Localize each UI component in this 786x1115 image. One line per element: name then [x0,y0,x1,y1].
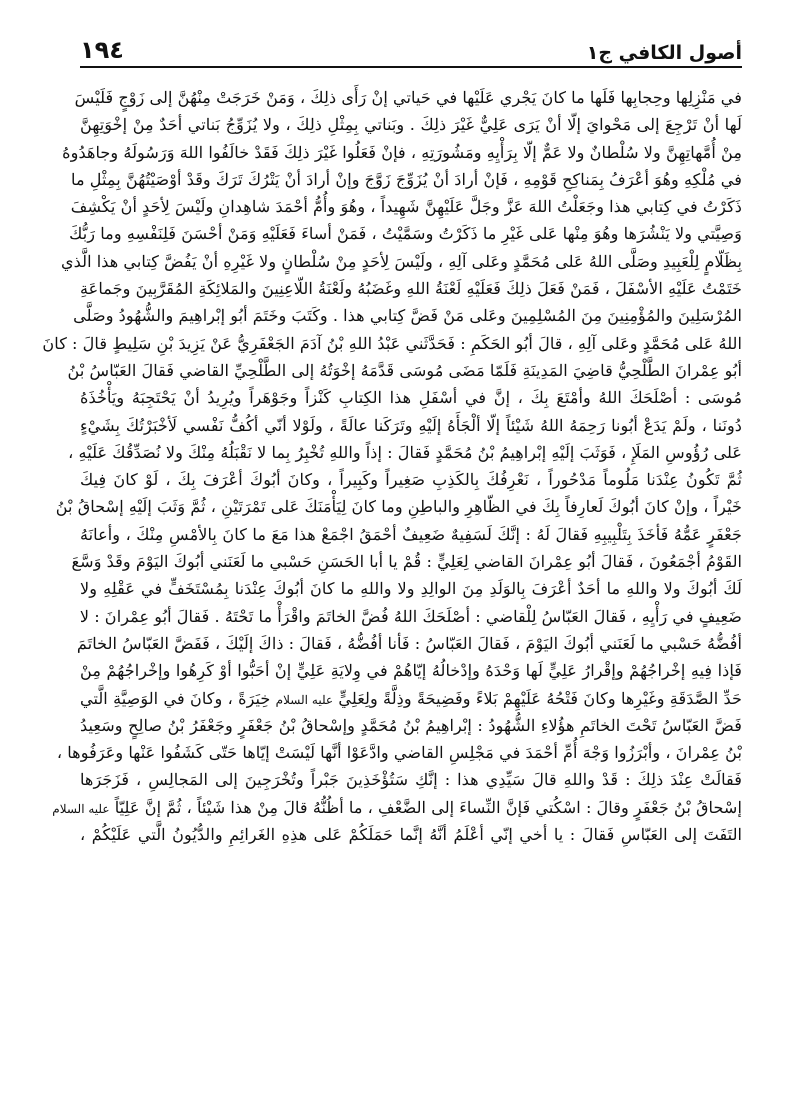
text-line: بْنُ عِمْرانَ ، وأبْرَزُوا وَجْهَ أُمِّ أحْمَدَ في مَجْلِسِ القاضي وادَّعَوْا أنَّها لَيْسَتْ إيّاها حَتّى كَشَفُوا عَنْها وعَرَفُوها ، [56,743,742,763]
text-line: ضَعِيفٍ في رَأْيِهِ ، فَقالَ العَبّاسُ لِلْقاضي : أصْلَحَكَ اللهُ فُضَّ الخاتَمَ واقْرَأْ ما تَحْتَهُ . فَقالَ أبُو عِمْرانَ : لا [79,606,742,626]
text-line: خَتَمْتُ عَلَيْهِ الأسْفَلَ ، فَمَنْ فَعَلَ ذلِكَ فَعَلَيْهِ لَعْنَةُ اللهِ وغَضَبُهُ ولَعْنَةُ اللّاعِنِينَ والمَلائِكَةِ المُقَرَّبِينَ وجَماعَةِ [80,279,742,299]
page-header [80,30,742,64]
text-line: اللهُ عَلى مُحَمَّدٍ وعَلى آلِهِ ، قالَ أبُو الحَكَمِ : فَحَدَّثَني عَبْدُ اللهِ بْنُ آدَمَ الجَعْفَرِيُّ عَنْ يَزِيدَ بْنِ سَلِيطٍ قالَ : كانَ [42,333,742,353]
text-line: ذَكَرْتُ في كِتابي هذا وجَعَلْتُ اللهَ عَزَّ وجَلَّ عَلَيْهِنَّ شَهِيداً ، وهُوَ وأُمُّ أحْمَدَ شاهِدانِ ولَيْسَ لِأحَدٍ أنْ يَكْشِفَ [70,197,742,217]
text-line: لَكَ أبُوكَ ولا واللهِ ما أحَدٌ أعْرَفَ بِالوَلَدِ مِنَ الوالِدِ ولا واللهِ ما كانَ أبُوكَ عِنْدَنا بِمُسْتَخَفٍّ في عَقْلِهِ ولا [80,579,742,599]
text-line: عَلى رُؤُوسِ المَلَإِ ، فَوَثَبَ إلَيْهِ إبْراهِيمُ بْنُ مُحَمَّدٍ فَقالَ : إذاً واللهِ تُخْبِرُ بِما لا نَقْبَلُهُ مِنْكَ ولا نُصَدِّقُكَ عَلَيْهِ ، [68,442,742,462]
text-line: في مُلْكِهِ وهُوَ أعْرَفُ بِمَناكِحِ قَوْمِهِ ، فَإنْ أرادَ أنْ يُزَوِّجَ زَوَّجَ وإنْ أرادَ أنْ يَتْرُكَ تَرَكَ وقَدْ أوْصَيْتُهُنَّ بِمِثْلِ ما [71,169,742,189]
text-line: خَيْراً ، وإنْ كانَ أبُوكَ لَعارِفاً بِكَ في الظّاهِرِ والباطِنِ وما كانَ لِيَأْمَنَكَ عَلى تَمْرَتَيْنِ ، ثُمَّ وَثَبَ إلَيْهِ إسْحاقُ بْنُ [55,497,742,517]
honorific-mark: عليه السلام [52,801,110,816]
text-line: إسْحاقُ بْنُ جَعْفَرٍ وقالَ : اسْكُتي فَإنَّ النِّساءَ إلى الضَّعْفِ ، ما أظُنُّهُ قالَ مِنْ هذا شَيْئاً ، ثُمَّ إنَّ عَلِيّاً عليه السلام [52,797,742,817]
page-number: ١٩٤ [80,36,124,64]
text-line: فَقالَتْ عِنْدَ ذلِكَ : قَدْ واللهِ قالَ سَيِّدِي هذا : إنَّكِ سَتُؤْخَذِينَ جَبْراً وتُخْرَجِينَ إلى المَجالِسِ ، فَزَجَرَها [80,770,742,790]
text-line: فَضَّ العَبّاسُ تَحْتَ الخاتَمِ هؤُلاءِ الشُّهُودُ : إبْراهِيمُ بْنُ مُحَمَّدٍ وإسْحاقُ بْنُ جَعْفَرٍ وجَعْفَرُ بْنُ صالِحٍ وسَعِيدُ [80,715,742,735]
text-line: بِظَلّامٍ لِلْعَبِيدِ وصَلَّى اللهُ عَلى مُحَمَّدٍ وعَلى آلِهِ ، ولَيْسَ لِأحَدٍ مِنْ سُلْطانٍ ولا غَيْرِهِ أنْ يَفُضَّ كِتابي هذا الَّذي [60,251,742,271]
text-line: مُوسَى : أصْلَحَكَ اللهُ وأمْتَعَ بِكَ ، إنَّ في أسْفَلِ هذا الكِتابِ كَنْزاً وجَوْهَراً ويُرِيدُ أنْ يَحْتَجِبَهُ ويَأْخُذَهُ [80,388,742,408]
text-line: في مَنْزِلِها وحِجابِها فَلَها ما كانَ يَجْري عَلَيْها في حَياتي إنْ رَأَى ذلِكَ ، وَمَنْ خَرَجَتْ مِنْهُنَّ إلى زَوْجٍ فَلَيْسَ [74,88,742,107]
honorific-mark: عليه السلام [275,692,334,707]
text-line: فَإذا فِيهِ إخْراجُهُمْ وإقْرارُ عَلِيٍّ لَها وَحْدَهُ وإدْخالُهُ إيّاهُمْ في وِلايَةِ عَلِيٍّ إنْ أحَبُّوا أوْ كَرِهُوا وإخْراجُهُمْ مِنْ [80,661,742,681]
text-line: مِنْ أُمَّهاتِهِنَّ ولا سُلْطانٌ ولا عَمٌّ إلّا بِرَأْيِهِ ومَشُورَتِهِ ، فإنْ فَعَلُوا غَيْرَ ذلِكَ فَقَدْ خالَفُوا اللهَ وَرَسُولَهُ وجاهَدُوهُ [62,142,742,162]
text-line: وَصِيَّتي ولا يَنْشُرَها وهُوَ مِنْها عَلى غَيْرِ ما ذَكَرْتُ وسَمَّيْتُ ، فَمَنْ أساءَ فَعَلَيْهِ وَمَنْ أحْسَنَ فَلِنَفْسِهِ وما رَبُّكَ [69,224,742,244]
text-line: جَعْفَرٍ عَمُّهُ فَأخَذَ بِتَلْبِيبِهِ فَقالَ لَهُ : إنَّكَ لَسَفِيهٌ ضَعِيفٌ أحْمَقُ اجْمَعْ هذا مَعَ ما كانَ بِالأمْسِ مِنْكَ ، وأعانَهُ [80,524,742,544]
text-line: دُونَنا ، ولَمْ يَدَعْ أبُونا رَحِمَهُ اللهُ شَيْئاً إلّا ألْجَأَهُ إلَيْهِ وتَرَكَنا عالَةً ، ولَوْلا أنّي أكُفُّ نَفْسي لَأخْبَرْتُكَ بِشَيْءٍ [80,415,742,435]
running-title: أصول الكافي ج١ [586,42,742,64]
header-rule [80,66,742,68]
text-line: أبُو عِمْرانَ الطَّلْحِيُّ قاضِيَ المَدِينَةِ فَلَمّا مَضَى مُوسَى قَدَّمَهُ إخْوَتُهُ إلى الطَّلْحِيِّ القاضي فَقالَ العَبّاسُ بْنُ [67,360,742,380]
text-line: لَها أنْ تَرْجِعَ إلى مَحْوايَ إلّا أنْ يَرَى عَلِيٌّ غَيْرَ ذلِكَ . وبَناتي بِمِثْلِ ذلِكَ ، ولا يُزَوِّجُ بَناتي أحَدٌ مِنْ إخْوَتِهِنَّ [80,115,742,135]
text-line: المُرْسَلِينَ والمُؤْمِنِينَ مِنَ المُسْلِمِينَ وعَلى مَنْ فَضَّ كِتابي هذا . وكَتَبَ وخَتَمَ أبُو إبْراهِيمَ والشُّهُودُ وصَلَّى [73,306,742,326]
text-line: حَدِّ الصَّدَقَةِ وغَيْرِها وكانَ فَتْحُهُ عَلَيْهِمْ بَلاءً وفَضِيحَةً وذِلَّةً ولِعَلِيٍّ عليه السلام خِيَرَةً ، وكانَ في الوَصِيَّةِ الَّتي [80,688,742,708]
body-text [42,84,742,848]
text-line: التَفَتَ إلى العَبّاسِ فَقالَ : يا أخي إنّي أعْلَمُ أنَّهُ إنَّما حَمَلَكُمْ عَلى هذِهِ الغَرائِمِ والدُّيُونُ الَّتي عَلَيْكُمْ ، [80,825,742,845]
text-line: ثُمَّ تَكُونُ عِنْدَنا مَلُوماً مَدْحُوراً ، نَعْرِفُكَ بِالكَذِبِ صَغِيراً وكَبِيراً ، وكانَ أبُوكَ أعْرَفَ بِكَ ، لَوْ كانَ فِيكَ [80,470,742,490]
text-line: القَوْمُ أجْمَعُونَ ، فَقالَ أبُو عِمْرانَ القاضي لِعَلِيٍّ : قُمْ يا أبا الحَسَنِ حَسْبي ما لَعَنَني أبُوكَ اليَوْمَ وقَدْ وَسَّعَ [71,552,742,572]
text-line: أفُضُّهُ حَسْبي ما لَعَنَني أبُوكَ اليَوْمَ ، فَقالَ العَبّاسُ : فَأنا أفُضُّهُ ، فَقالَ : ذاكَ إلَيْكَ ، فَفَضَّ العَبّاسُ الخاتَمَ [76,633,742,653]
